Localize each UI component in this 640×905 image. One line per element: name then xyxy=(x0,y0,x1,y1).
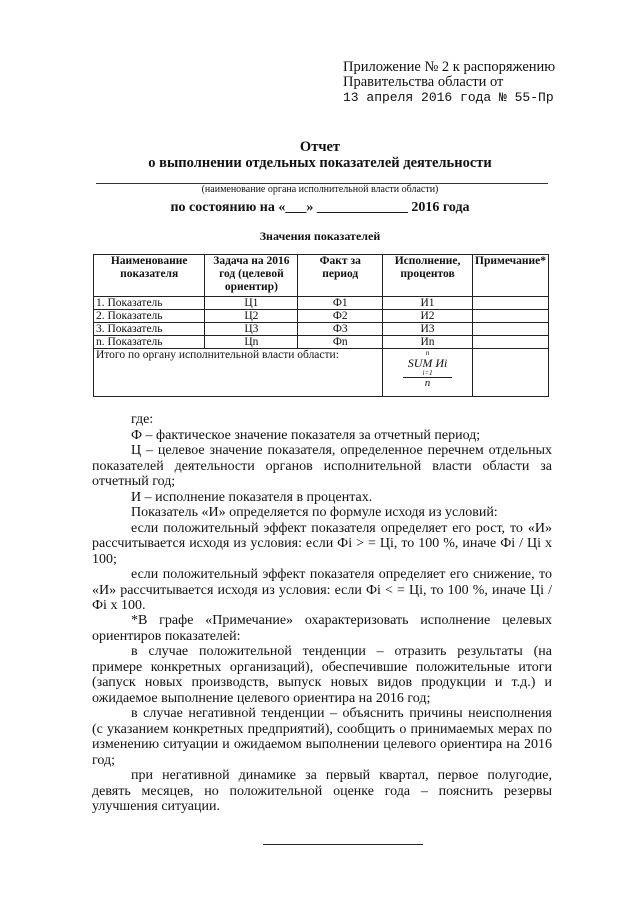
cell-fact: Ф1 xyxy=(298,297,383,310)
total-note xyxy=(473,349,549,397)
col-header-name: Наименование показателя xyxy=(94,255,205,297)
legend-target: Ц – целевое значение показателя, определенное перечнем отдельных показателей деятельности органов исполнительной власти области за отчетный год; xyxy=(92,443,552,489)
cell-name: n. Показатель xyxy=(94,336,205,349)
cell-note xyxy=(473,336,549,349)
total-label: Итого по органу исполнительной власти области: xyxy=(94,349,383,397)
cell-target: Ц2 xyxy=(205,310,298,323)
report-subtitle: о выполнении отдельных показателей деятельности xyxy=(148,155,492,171)
cell-target: Ц1 xyxy=(205,297,298,310)
formula-denominator: n xyxy=(424,377,431,389)
notes-block xyxy=(92,613,552,815)
cell-target: Цn xyxy=(205,336,298,349)
note-negative: в случае негативной тенденции – объяснить причины неисполнения (с указанием конкретных предприятий), сообщить о принимаемых мерах по изменению ситуации и ожидаемом выполнении целевого ориентира на 2016 год; xyxy=(92,706,552,768)
cell-execution: Иn xyxy=(383,336,473,349)
formula-lower: i=1 xyxy=(422,369,433,377)
cell-target: Ц3 xyxy=(205,323,298,336)
indicators-table xyxy=(93,254,549,397)
table-header-row xyxy=(94,255,549,297)
col-header-note: Примечание* xyxy=(473,255,549,297)
table-row xyxy=(94,297,549,310)
appendix-line-1: Приложение № 2 к распоряжению xyxy=(343,59,556,75)
formula-upper: n xyxy=(425,349,430,357)
cell-fact: Ф3 xyxy=(298,323,383,336)
legend-where: где: xyxy=(131,412,154,427)
note-dynamics: при негативной динамике за первый квартал, первое полугодие, девять месяцев, но положительной оценке года – пояснить резервы улучшения ситуации. xyxy=(92,768,552,814)
cell-name: 3. Показатель xyxy=(94,323,205,336)
table-title: Значения показателей xyxy=(259,229,381,243)
cell-fact: Ф2 xyxy=(298,310,383,323)
closing-line xyxy=(263,844,423,845)
cell-fact: Фn xyxy=(298,336,383,349)
legend-block xyxy=(92,412,552,614)
org-name-caption: (наименование органа исполнительной власти области) xyxy=(201,184,439,195)
formula-main: SUM Иi xyxy=(407,356,448,370)
cell-name: 1. Показатель xyxy=(94,297,205,310)
note-positive: в случае положительной тенденции – отразить результаты (на примере конкретных организаций), обеспечившие положительные итоги (запуск новых производств, выпуск новых видов продукции и т.д.) и ожидаемое выполнение целевого ориентира на 2016 год; xyxy=(92,644,552,706)
table-total-row xyxy=(94,349,549,397)
rule-growth: если положительный эффект показателя определяет его рост, то «И» рассчитывается исходя из условия: если Фi > = Цi, то 100 %, иначе Фi / Цi х 100; xyxy=(92,520,552,567)
rule-decline: если положительный эффект показателя определяет его снижение, то «И» рассчитывается исходя из условия: если Фi < = Цi, то 100 %, иначе Цi / Фi х 100. xyxy=(92,567,552,613)
table-row xyxy=(94,310,549,323)
formula-intro: Показатель «И» определяется по формуле исходя из условий: xyxy=(131,505,498,520)
col-header-execution: Исполнение, процентов xyxy=(383,255,473,297)
appendix-header xyxy=(343,60,555,105)
total-formula xyxy=(383,349,473,397)
note-intro: *В графе «Примечание» охарактеризовать исполнение целевых ориентиров показателей: xyxy=(92,613,552,644)
col-header-fact: Факт за период xyxy=(298,255,383,297)
as-of-date: по состоянию на «___» _____________ 2016 года xyxy=(170,200,470,215)
cell-note xyxy=(473,310,549,323)
cell-note xyxy=(473,323,549,336)
cell-note xyxy=(473,297,549,310)
cell-execution: И3 xyxy=(383,323,473,336)
report-title: Отчет xyxy=(299,139,341,155)
cell-execution: И2 xyxy=(383,310,473,323)
appendix-line-2: Правительства области от xyxy=(343,74,504,90)
legend-fact: Ф – фактическое значение показателя за отчетный период; xyxy=(131,427,481,443)
cell-name: 2. Показатель xyxy=(94,310,205,323)
table-row xyxy=(94,323,549,336)
legend-execution: И – исполнение показателя в процентах. xyxy=(131,489,373,505)
cell-execution: И1 xyxy=(383,297,473,310)
col-header-target: Задача на 2016 год (целевой ориентир) xyxy=(205,255,298,297)
table-row xyxy=(94,336,549,349)
appendix-line-3: 13 апреля 2016 года № 55-Пр xyxy=(343,90,554,105)
